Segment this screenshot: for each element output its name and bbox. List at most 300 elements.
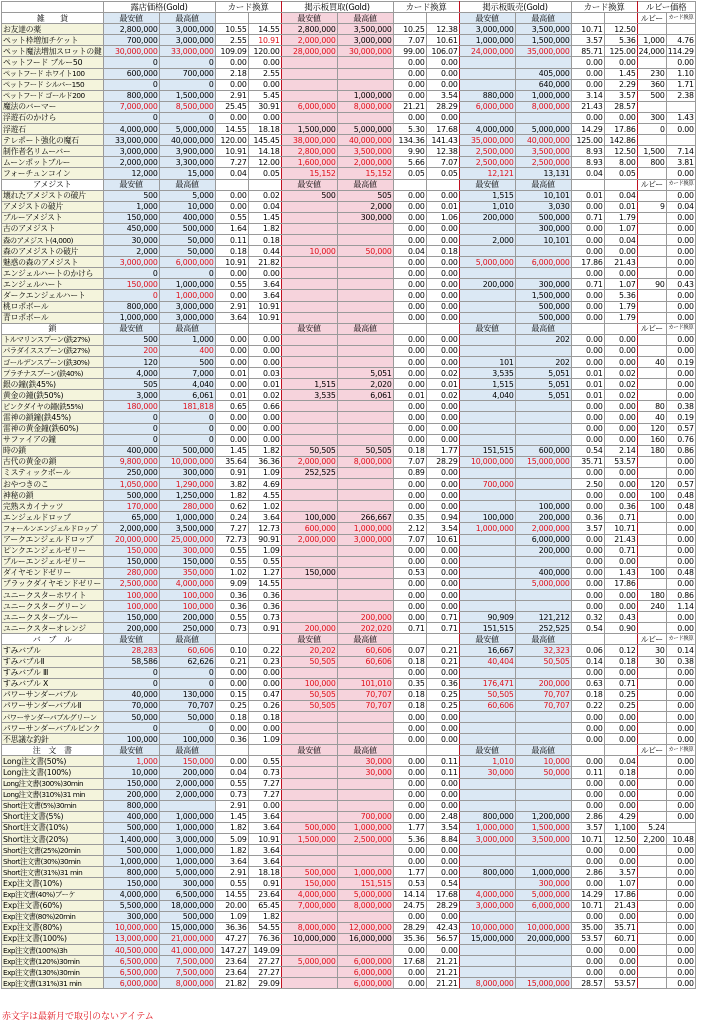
price-cell: 0.55	[215, 212, 248, 223]
price-cell: 0.00	[666, 190, 695, 201]
price-cell: 0	[103, 723, 159, 734]
price-cell: 0.00	[571, 567, 604, 578]
price-cell: 35.71	[604, 922, 637, 933]
table-row	[2, 268, 696, 279]
table-row	[2, 800, 696, 811]
price-cell: 0.00	[393, 978, 426, 989]
price-cell: 1,000,000	[103, 856, 159, 867]
price-cell: 6,000,000	[459, 101, 515, 112]
price-cell: 0.14	[571, 656, 604, 667]
price-cell: 3,500,000	[515, 24, 571, 35]
item-name: Exp注文書(80%)	[2, 922, 104, 933]
price-cell	[459, 467, 515, 478]
item-name: フォーチュンコイン	[2, 168, 104, 179]
table-row	[2, 301, 696, 312]
price-cell: 50,505	[281, 656, 337, 667]
item-name: 古代の黄金の鎖	[2, 456, 104, 467]
price-cell: 0.00	[604, 334, 637, 345]
price-cell	[281, 79, 337, 90]
item-name: Short注文書(5%)	[2, 811, 104, 822]
price-cell: 0.00	[666, 223, 695, 234]
price-cell: 0.04	[666, 201, 695, 212]
price-cell: 2,000,000	[515, 523, 571, 534]
column-header: カード換算	[393, 2, 459, 13]
price-cell: 150,000	[103, 778, 159, 789]
price-cell: 10,000,000	[515, 922, 571, 933]
price-cell: 125.00	[604, 46, 637, 57]
price-cell	[459, 578, 515, 589]
price-cell: 0.71	[604, 545, 637, 556]
price-cell: 0.00	[393, 312, 426, 323]
price-cell: 3.82	[215, 479, 248, 490]
table-row	[2, 246, 696, 257]
price-cell: 1,000	[637, 35, 666, 46]
subheader-empty	[393, 179, 426, 190]
price-cell	[515, 800, 571, 811]
price-cell: 21.82	[248, 257, 281, 268]
price-cell: 0.00	[604, 479, 637, 490]
price-cell: 7.07	[393, 35, 426, 46]
price-cell: 30,000,000	[103, 46, 159, 57]
price-cell: 0.00	[571, 789, 604, 800]
price-cell: 6,500,000	[103, 967, 159, 978]
price-cell: 8,000,000	[337, 101, 393, 112]
price-cell: 280,000	[103, 567, 159, 578]
price-cell: 0	[103, 412, 159, 423]
price-cell: 1.27	[248, 567, 281, 578]
price-cell: 3,000,000	[103, 146, 159, 157]
price-cell: 6,000,000	[159, 257, 215, 268]
table-row	[2, 423, 696, 434]
price-cell	[637, 778, 666, 789]
price-cell: 40	[637, 412, 666, 423]
price-cell	[515, 845, 571, 856]
price-cell: 0.00	[571, 223, 604, 234]
price-cell: 0.86	[666, 589, 695, 600]
price-cell: 0.00	[215, 57, 248, 68]
price-cell: 147.27	[215, 944, 248, 955]
price-cell: 0.43	[666, 279, 695, 290]
price-cell: 400,000	[159, 212, 215, 223]
item-name: Exp注文書(10%)	[2, 878, 104, 889]
price-cell: 0.00	[571, 467, 604, 478]
price-cell: 21.21	[393, 101, 426, 112]
price-cell: 150,000	[103, 212, 159, 223]
item-name: 神秘の鎖	[2, 490, 104, 501]
item-name: パラダイススプーン(鉄27%)	[2, 345, 104, 356]
price-cell: 0.55	[248, 556, 281, 567]
price-cell	[637, 390, 666, 401]
table-row	[2, 822, 696, 833]
price-cell: 252,525	[515, 623, 571, 634]
price-cell: 7.07	[426, 157, 459, 168]
price-cell: 1.45	[215, 811, 248, 822]
table-row	[2, 567, 696, 578]
table-row	[2, 257, 696, 268]
price-cell: 0.00	[248, 334, 281, 345]
price-cell: 280,000	[159, 501, 215, 512]
table-row	[2, 601, 696, 612]
price-cell: 0.00	[571, 667, 604, 678]
price-cell	[515, 490, 571, 501]
price-cell: 0.00	[604, 789, 637, 800]
price-cell: 1,000,000	[459, 822, 515, 833]
price-cell: 0.00	[393, 201, 426, 212]
price-cell: 0.00	[393, 856, 426, 867]
table-row	[2, 456, 696, 467]
price-cell: 1.09	[215, 911, 248, 922]
price-cell: 0.00	[604, 734, 637, 745]
price-cell: 40,000,000	[337, 135, 393, 146]
price-cell: 150,000	[159, 756, 215, 767]
price-cell: 50,000	[337, 246, 393, 257]
price-cell: 0	[103, 112, 159, 123]
section-title: バ ブ ル	[2, 634, 104, 645]
price-cell: 0.04	[248, 201, 281, 212]
price-cell: 200,000	[159, 767, 215, 778]
price-cell: 0.00	[604, 112, 637, 123]
table-row	[2, 312, 696, 323]
price-cell	[337, 601, 393, 612]
price-cell: 0.01	[571, 379, 604, 390]
price-cell	[337, 234, 393, 245]
price-cell: 3.64	[248, 822, 281, 833]
price-cell: 0.00	[666, 967, 695, 978]
price-cell: 21.43	[604, 900, 637, 911]
table-row	[2, 967, 696, 978]
price-cell: 15,000,000	[159, 922, 215, 933]
price-cell: 0.73	[215, 623, 248, 634]
table-row	[2, 168, 696, 179]
price-cell: 1.09	[248, 734, 281, 745]
price-cell: 150,000	[281, 567, 337, 578]
subheader-label: 最安値	[459, 745, 515, 756]
price-cell: 0.00	[571, 956, 604, 967]
price-cell: 0.02	[426, 390, 459, 401]
item-name: ダイヤモンドゼリー	[2, 567, 104, 578]
price-cell: 50,505	[515, 656, 571, 667]
price-cell: 0.02	[248, 390, 281, 401]
price-cell: 5.30	[393, 124, 426, 135]
price-cell: 3,000,000	[337, 35, 393, 46]
price-cell	[459, 545, 515, 556]
price-cell: 58,586	[103, 656, 159, 667]
price-cell: 0.48	[666, 567, 695, 578]
price-cell: 0.90	[604, 623, 637, 634]
table-row	[2, 756, 696, 767]
price-cell: 0.48	[666, 501, 695, 512]
price-cell: 0.00	[666, 390, 695, 401]
price-cell: 6,000,000	[281, 101, 337, 112]
price-cell: 0.00	[666, 534, 695, 545]
price-cell: 0.00	[393, 612, 426, 623]
price-cell: 505	[103, 379, 159, 390]
price-cell	[281, 68, 337, 79]
price-cell: 14.55	[215, 889, 248, 900]
price-cell: 6,000,000	[337, 967, 393, 978]
item-name: 浮遊石	[2, 124, 104, 135]
price-cell: 8,000,000	[337, 456, 393, 467]
price-cell	[337, 501, 393, 512]
item-name: Exp注文書(80%)20min	[2, 911, 104, 922]
price-cell: 1,000,000	[159, 512, 215, 523]
price-cell: 200,000	[337, 612, 393, 623]
item-name: おやつきのこ	[2, 479, 104, 490]
price-cell: 1.79	[604, 212, 637, 223]
price-cell: 7.27	[248, 789, 281, 800]
price-cell: 0.00	[571, 290, 604, 301]
item-name: 壊れたアメジストの破片	[2, 190, 104, 201]
price-cell: 0.00	[666, 734, 695, 745]
price-cell: 0.00	[393, 545, 426, 556]
price-cell: 65.45	[248, 900, 281, 911]
price-cell	[637, 379, 666, 390]
table-row	[2, 68, 696, 79]
price-cell	[637, 767, 666, 778]
price-cell: 500	[281, 190, 337, 201]
price-cell: 3.64	[248, 279, 281, 290]
price-cell: 0.00	[571, 878, 604, 889]
table-row	[2, 124, 696, 135]
price-cell: 10,000	[159, 201, 215, 212]
price-cell	[637, 512, 666, 523]
price-cell: 0.00	[571, 601, 604, 612]
subheader-label: 最安値	[459, 13, 515, 24]
item-name: ブラックダイヤモンドゼリー	[2, 578, 104, 589]
price-cell	[637, 234, 666, 245]
price-cell: 5.36	[604, 35, 637, 46]
price-cell: 0.00	[571, 911, 604, 922]
subheader-label: 最安値	[103, 745, 159, 756]
price-cell: 0.00	[571, 423, 604, 434]
price-cell: 0.00	[215, 379, 248, 390]
price-cell: 17.68	[393, 956, 426, 967]
price-cell: 0.91	[248, 878, 281, 889]
price-cell: 0.53	[393, 567, 426, 578]
price-cell: 1,000,000	[337, 867, 393, 878]
price-cell: 0.00	[393, 479, 426, 490]
price-cell: 2,000,000	[337, 157, 393, 168]
price-cell: 1,500,000	[281, 124, 337, 135]
price-cell: 0.18	[426, 246, 459, 257]
price-cell: 27.27	[248, 967, 281, 978]
price-cell	[637, 911, 666, 922]
item-name: お友達の薬	[2, 24, 104, 35]
price-cell: 0.00	[426, 190, 459, 201]
price-cell: 0.00	[393, 967, 426, 978]
price-cell: 0.00	[248, 800, 281, 811]
item-name: ペット枠増加チケット	[2, 35, 104, 46]
price-cell: 0.00	[426, 257, 459, 268]
price-cell	[637, 867, 666, 878]
price-cell: 500,000	[159, 911, 215, 922]
price-cell: 0.00	[393, 501, 426, 512]
table-row	[2, 834, 696, 845]
price-cell	[281, 312, 337, 323]
price-cell: 12.00	[248, 157, 281, 168]
price-cell: 0.00	[666, 678, 695, 689]
price-cell	[281, 434, 337, 445]
price-cell: 0.00	[393, 412, 426, 423]
price-cell: 100,000	[103, 601, 159, 612]
price-cell: 2,000	[103, 246, 159, 257]
price-cell: 700,000	[337, 811, 393, 822]
price-cell: 0.00	[571, 312, 604, 323]
price-cell: 0.00	[215, 79, 248, 90]
price-cell: 700,000	[103, 35, 159, 46]
table-row	[2, 789, 696, 800]
price-cell: 0.05	[426, 168, 459, 179]
price-cell: 400	[159, 345, 215, 356]
price-cell: 505	[337, 190, 393, 201]
table-row	[2, 501, 696, 512]
price-cell: 1,400,000	[103, 834, 159, 845]
price-cell: 2.91	[215, 301, 248, 312]
price-cell: 0.00	[604, 357, 637, 368]
price-cell: 1.79	[604, 312, 637, 323]
price-cell: 0.00	[248, 412, 281, 423]
price-cell	[281, 334, 337, 345]
price-cell: 14.18	[248, 146, 281, 157]
price-cell: 9,800,000	[103, 456, 159, 467]
item-name: パワーサンダーバブルピンク	[2, 723, 104, 734]
price-cell: 1,000,000	[515, 90, 571, 101]
price-cell: 1,010	[459, 756, 515, 767]
price-cell	[515, 268, 571, 279]
table-row	[2, 700, 696, 711]
table-row	[2, 79, 696, 90]
price-cell: 21.21	[426, 967, 459, 978]
price-cell: 2.48	[426, 811, 459, 822]
price-cell: 100,000	[159, 601, 215, 612]
price-cell: 0.35	[393, 678, 426, 689]
price-cell: 0.71	[571, 212, 604, 223]
price-cell: 90.91	[248, 534, 281, 545]
price-cell	[337, 567, 393, 578]
price-cell: 12,000,000	[337, 922, 393, 933]
table-row	[2, 878, 696, 889]
price-cell: 0.00	[666, 944, 695, 955]
price-cell: 0.14	[666, 645, 695, 656]
price-cell: 60,606	[337, 645, 393, 656]
price-cell: 5,000,000	[515, 124, 571, 135]
section-title: 雑 貨	[2, 13, 104, 24]
price-cell	[459, 57, 515, 68]
price-cell: 1.77	[426, 445, 459, 456]
price-cell: 600,000	[515, 445, 571, 456]
price-cell: 0.55	[215, 545, 248, 556]
table-row	[2, 723, 696, 734]
subheader-label: 最高値	[515, 179, 571, 190]
price-cell: 50,000	[159, 246, 215, 257]
subheader-label: 最高値	[159, 634, 215, 645]
price-cell	[515, 911, 571, 922]
subheader-empty	[426, 13, 459, 24]
price-cell: 1.07	[604, 279, 637, 290]
price-table-sheet	[1, 1, 696, 989]
price-cell: 0.05	[604, 168, 637, 179]
price-cell: 0.00	[426, 68, 459, 79]
price-cell: 15,152	[281, 168, 337, 179]
price-cell: 9.09	[215, 578, 248, 589]
price-cell: 1.43	[604, 567, 637, 578]
price-cell: 0.00	[571, 534, 604, 545]
price-cell: 0.00	[571, 68, 604, 79]
price-cell: 10.55	[215, 24, 248, 35]
price-cell: 1.82	[215, 822, 248, 833]
subheader-label: 最高値	[515, 13, 571, 24]
price-cell: 0.18	[248, 712, 281, 723]
price-cell: 500	[103, 334, 159, 345]
price-cell: 0.00	[666, 234, 695, 245]
subheader-label: 最安値	[103, 13, 159, 24]
price-cell: 200,000	[159, 612, 215, 623]
subheader-empty	[248, 179, 281, 190]
section-header-row	[2, 745, 696, 756]
item-name: ペットフード ゴールド200	[2, 90, 104, 101]
price-cell: 0.00	[426, 601, 459, 612]
price-cell: 0	[103, 57, 159, 68]
price-cell: 1.09	[248, 545, 281, 556]
subheader-label: 最安値	[459, 179, 515, 190]
price-cell: 150,000	[159, 556, 215, 567]
price-cell: 0.36	[215, 601, 248, 612]
subheader-empty	[393, 13, 426, 24]
price-cell: 5.45	[248, 90, 281, 101]
price-cell: 0.00	[215, 190, 248, 201]
price-cell: 13,131	[515, 168, 571, 179]
price-cell: 0.00	[666, 623, 695, 634]
subheader-empty: カード換算	[666, 634, 695, 645]
subheader-empty	[604, 323, 637, 334]
subheader-empty	[426, 323, 459, 334]
price-cell: 10.48	[666, 834, 695, 845]
table-row	[2, 46, 696, 57]
price-cell: 1,000	[103, 201, 159, 212]
price-cell: 100,000	[281, 678, 337, 689]
price-cell: 8,500,000	[159, 101, 215, 112]
price-cell: 0.00	[604, 490, 637, 501]
price-cell	[337, 479, 393, 490]
price-cell: 0.00	[666, 556, 695, 567]
price-cell	[459, 79, 515, 90]
item-name: パワーサンダーバブルⅡ	[2, 700, 104, 711]
item-name: 青ロポボール	[2, 312, 104, 323]
price-cell: 5,500,000	[103, 900, 159, 911]
price-cell: 350,000	[159, 567, 215, 578]
price-cell: 0.00	[393, 767, 426, 778]
price-cell: 35,000,000	[515, 46, 571, 57]
price-cell: 300,000	[515, 279, 571, 290]
price-cell: 0.00	[393, 223, 426, 234]
price-cell: 0.00	[666, 900, 695, 911]
price-cell: 0.00	[393, 911, 426, 922]
price-cell: 10,000	[103, 767, 159, 778]
price-cell: 0.00	[426, 867, 459, 878]
price-cell: 0.02	[248, 190, 281, 201]
price-cell	[637, 700, 666, 711]
price-cell: 0.00	[571, 490, 604, 501]
price-cell: 0	[103, 678, 159, 689]
price-cell	[281, 556, 337, 567]
price-cell: 0.00	[393, 811, 426, 822]
subheader-label: 最安値	[103, 634, 159, 645]
price-cell: 800,000	[103, 90, 159, 101]
price-cell: 1,000,000	[337, 90, 393, 101]
price-cell: 1,500,000	[515, 822, 571, 833]
price-cell	[637, 534, 666, 545]
price-cell: 0.00	[426, 501, 459, 512]
